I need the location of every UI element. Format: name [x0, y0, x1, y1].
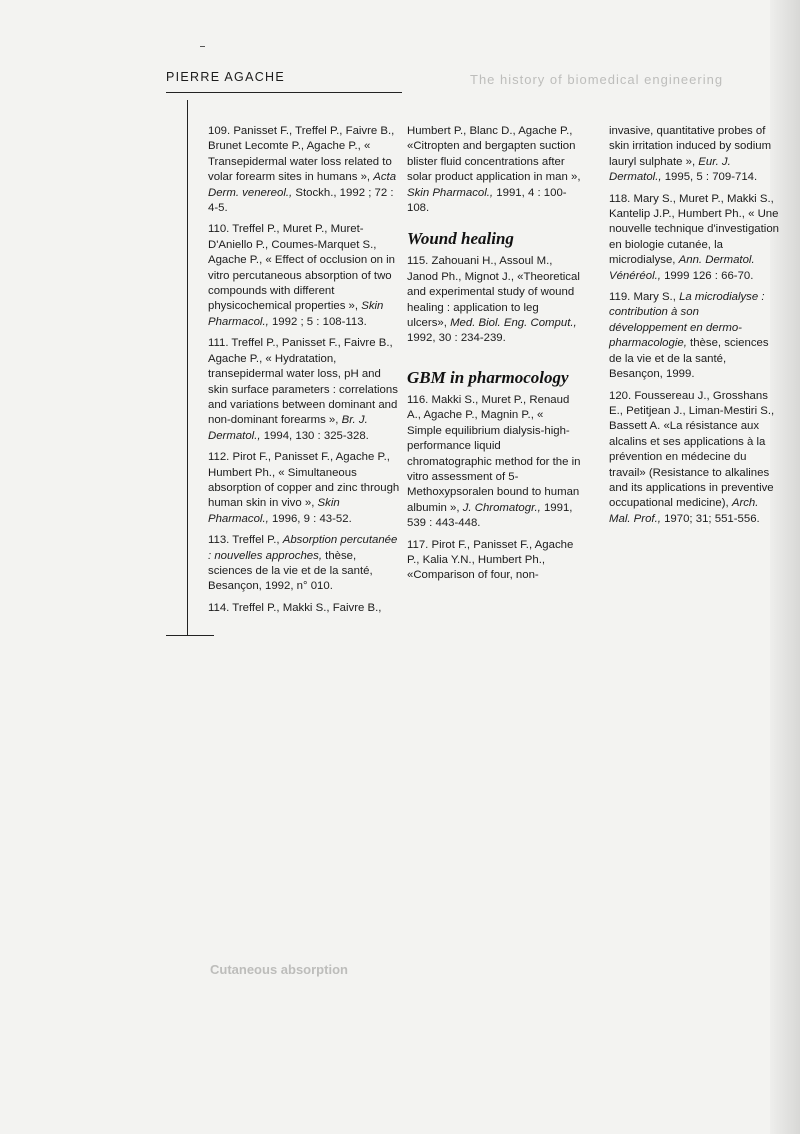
reference-114: 114. Treffel P., Makki S., Faivre B., [208, 601, 382, 614]
reference-119: 119. Mary S., La microdialyse : contribution à son développement en dermo-pharmacologie, thèse, sciences de la vie et de la santé, Besançon, 1999. [609, 291, 769, 381]
running-header-author: PIERRE AGACHE [166, 70, 286, 84]
vertical-rule [187, 100, 188, 636]
bottom-rule [166, 635, 214, 636]
reference-column-1 [208, 124, 400, 622]
reference-column-2 [407, 124, 581, 590]
section-heading-gbm-pharmocology: GBM in pharmocology [407, 367, 569, 387]
reference-109: 109. Panisset F., Treffel P., Faivre B., Brunet Lecomte P., Agache P., « Transepidermal water loss related to volar forearm sites in humans », Acta Derm. venereol., Stockh., 1992 ; 72 : 4-5. [208, 125, 397, 215]
reference-112: 112. Pirot F., Panisset F., Agache P., Humbert Ph., « Simultaneous absorption of copper and zinc through human skin in vivo », Skin Pharmacol., 1996, 9 : 43-52. [208, 451, 400, 525]
section-heading-wound-healing: Wound healing [407, 229, 514, 249]
reference-116: 116. Makki S., Muret P., Renaud A., Agache P., Magnin P., « Simple equilibrium dialysis-high-performance liquid chromatographic method for the in vitro assessment of 5-Methoxypsoralen bound to human albumin », J. Chromatogr., 1991, 539 : 443-448. [407, 393, 581, 530]
reference-117: 117. Pirot F., Panisset F., Agache P., Kalia Y.N., Humbert Ph., «Comparison of four, non- [407, 538, 574, 582]
reference-115: 115. Zahouani H., Assoul M., Janod Ph., Mignot J., «Theoretical and experimental study of wound healing : application to leg ulcers», Med. Biol. Eng. Comput., 1992, 30 : 234-239. [407, 255, 580, 345]
corner-tick [200, 46, 205, 47]
reference-120: 120. Foussereau J., Grosshans E., Petitjean J., Liman-Mestiri S., Bassett A. «La résistance aux alcalins et ses applications à la prévention en médecine du travail» (Resistance to alkalines and its applications in preventive occupational medicine), Arch. Mal. Prof., 1970; 31; 551-556. [609, 389, 775, 525]
reference-117-continued: invasive, quantitative probes of skin irritation induced by sodium lauryl sulphate », Eur. J. Dermatol., 1995, 5 : 709-714. [609, 125, 772, 184]
show-through-heading: Cutaneous absorption [210, 962, 348, 977]
reference-111: 111. Treffel P., Panisset F., Faivre B., Agache P., « Hydratation, transepidermal water loss, pH and skin surface parameters : correlations and variations between dominant and non-dominant forearms », Br. J. Dermatol., 1994, 130 : 325-328. [208, 337, 398, 442]
reference-113: 113. Treffel P., Absorption percutanée : nouvelles approches, thèse, sciences de la vie et de la santé, Besançon, 1992, n° 010. [208, 534, 398, 593]
show-through-title: The history of biomedical engineering [470, 72, 724, 87]
reference-114-continued: Humbert P., Blanc D., Agache P., «Citropten and bergapten suction blister fluid concentrations after solar product application in man », Skin Pharmacol., 1991, 4 : 100-108. [407, 125, 581, 215]
reference-column-3 [609, 124, 779, 533]
reference-118: 118. Mary S., Muret P., Makki S., Kantelip J.P., Humbert Ph., « Une nouvelle technique d'investigation en biologie cutanée, la microdialyse, Ann. Dermatol. Vénéréol., 1999 126 : 66-70. [609, 192, 779, 282]
reference-110: 110. Treffel P., Muret P., Muret-D'Aniello P., Coumes-Marquet S., Agache P., « Effect of occlusion on in vitro percutaneous absorption of two compounds with different physicochemical properties », Skin Pharmacol., 1992 ; 5 : 108-113. [208, 223, 396, 328]
header-rule [166, 92, 402, 93]
